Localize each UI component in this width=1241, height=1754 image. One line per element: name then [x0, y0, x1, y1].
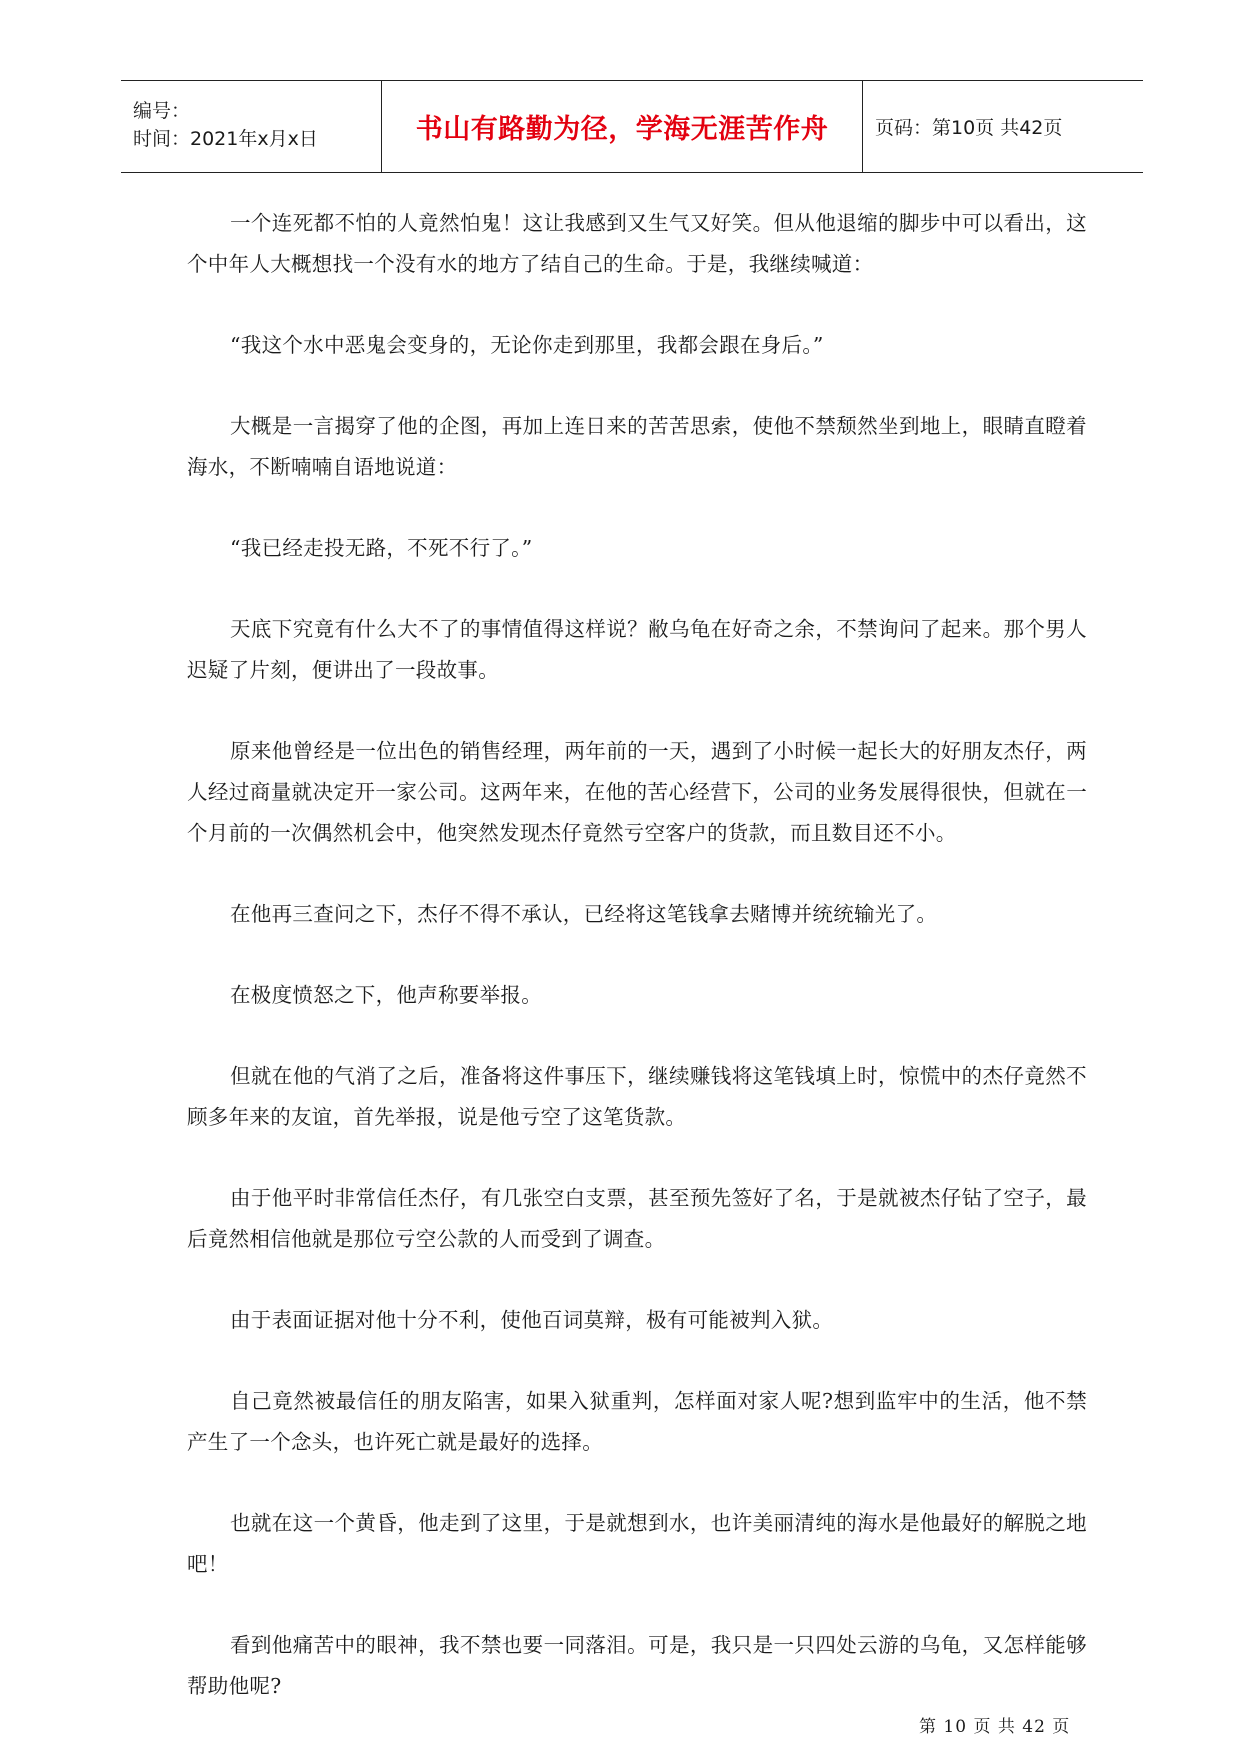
paragraph: 自己竟然被最信任的朋友陷害，如果入狱重判，怎样面对家人呢?想到监牢中的生活，他不禁产生了一个念头，也许死亡就是最好的选择。 [187, 1389, 1087, 1454]
paragraph: 天底下究竟有什么大不了的事情值得这样说？敝乌龟在好奇之余，不禁询问了起来。那个男人迟疑了片刻，便讲出了一段故事。 [187, 617, 1087, 682]
paragraph: 在他再三查问之下，杰仔不得不承认，已经将这笔钱拿去赌博并统统输光了。 [230, 902, 938, 926]
paragraph: 由于他平时非常信任杰仔，有几张空白支票，甚至预先签好了名，于是就被杰仔钻了空子，最后竟然相信他就是那位亏空公款的人而受到了调查。 [187, 1186, 1087, 1251]
paragraph: 但就在他的气消了之后，准备将这件事压下，继续赚钱将这笔钱填上时，惊慌中的杰仔竟然不顾多年来的友谊，首先举报，说是他亏空了这笔货款。 [187, 1064, 1087, 1129]
paragraph: 也就在这一个黄昏，他走到了这里，于是就想到水，也许美丽清纯的海水是他最好的解脱之地吧！ [187, 1511, 1087, 1576]
paragraph: 原来他曾经是一位出色的销售经理，两年前的一天，遇到了小时候一起长大的好朋友杰仔，两人经过商量就决定开一家公司。这两年来，在他的苦心经营下，公司的业务发展得很快，但就在一个月前的一次偶然机会中，他突然发现杰仔竟然亏空客户的货款，而且数目还不小。 [187, 739, 1087, 845]
paragraph: “我这个水中恶鬼会变身的，无论你走到那里，我都会跟在身后。” [230, 333, 824, 357]
header-page-info-cell [863, 81, 1143, 172]
header-motto: 书山有路勤为径，学海无涯苦作舟 [415, 114, 829, 145]
page-footer: 第 10 页 共 42 页 [919, 1717, 1071, 1737]
paragraph: 在极度愤怒之下，他声称要举报。 [230, 983, 542, 1007]
paragraph: “我已经走投无路，不死不行了。” [230, 536, 533, 560]
paragraph: 大概是一言揭穿了他的企图，再加上连日来的苦苦思索，使他不禁颓然坐到地上，眼睛直瞪着海水，不断喃喃自语地说道： [187, 414, 1087, 479]
paragraph: 由于表面证据对他十分不利，使他百词莫辩，极有可能被判入狱。 [230, 1308, 834, 1332]
document-time-label: 时间：2021年x月x日 [133, 127, 318, 150]
header-meta [121, 81, 382, 172]
header-page-info: 页码：第10页 共42页 [875, 117, 1063, 139]
document-body [187, 203, 1087, 1747]
document-number-label: 编号： [133, 99, 191, 122]
paragraph: 一个连死都不怕的人竟然怕鬼！这让我感到又生气又好笑。但从他退缩的脚步中可以看出，这个中年人大概想找一个没有水的地方了结自己的生命。于是，我继续喊道： [187, 211, 1087, 276]
header-motto-cell [382, 81, 863, 172]
page-header [121, 80, 1143, 173]
paragraph: 看到他痛苦中的眼神，我不禁也要一同落泪。可是，我只是一只四处云游的乌龟，又怎样能够帮助他呢? [187, 1633, 1087, 1698]
